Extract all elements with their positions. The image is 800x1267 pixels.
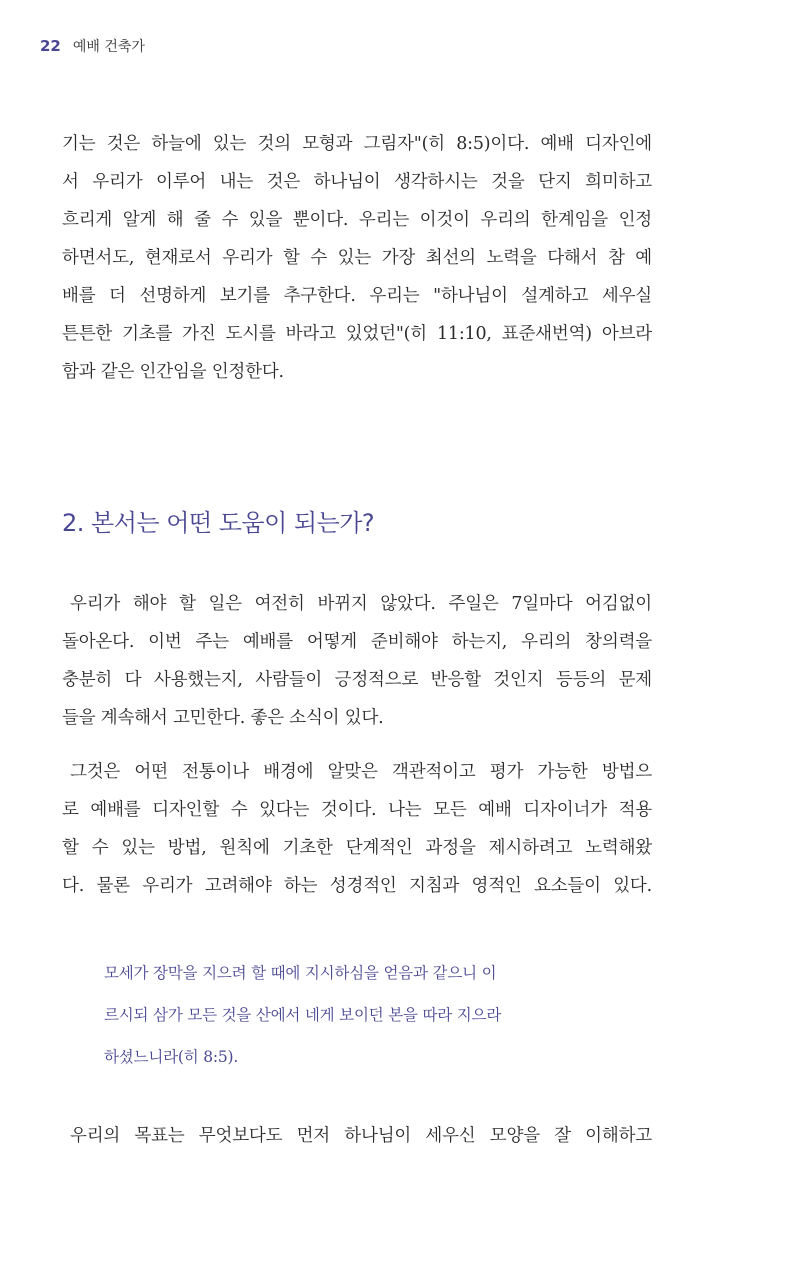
text-line: 하면서도, 현재로서 우리가 할 수 있는 가장 최선의 노력을 다해서 참 예 (62, 248, 652, 268)
body-paragraph-2 (62, 585, 652, 737)
text-line: 우리의 목표는 무엇보다도 먼저 하나님이 세우신 모양을 잘 이해하고 (70, 1126, 652, 1146)
section-heading: 2. 본서는 어떤 도움이 되는가? (62, 509, 375, 537)
quote-line: 모세가 장막을 지으려 할 때에 지시하심을 얻음과 같으니 이 (104, 964, 497, 982)
text-line: 돌아온다. 이번 주는 예배를 어떻게 준비해야 하는지, 우리의 창의력을 (62, 632, 652, 652)
body-paragraph-1 (62, 125, 652, 391)
text-line: 서 우리가 이루어 내는 것은 하나님이 생각하시는 것을 단지 희미하고 (62, 172, 652, 192)
text-line: 그것은 어떤 전통이나 배경에 알맞은 객관적이고 평가 가능한 방법으 (70, 762, 652, 782)
scripture-quote (104, 952, 604, 1078)
quote-line: 하셨느니라(히 8:5). (104, 1048, 239, 1066)
text-line: 충분히 다 사용했는지, 사람들이 긍정적으로 반응할 것인지 등등의 문제 (62, 670, 652, 690)
body-paragraph-4 (62, 1117, 652, 1155)
body-paragraph-3 (62, 753, 652, 905)
text-line: 로 예배를 디자인할 수 있다는 것이다. 나는 모든 예배 디자이너가 적용 (62, 800, 652, 820)
text-line: 들을 계속해서 고민한다. 좋은 소식이 있다. (62, 708, 384, 728)
quote-line: 르시되 삼가 모든 것을 산에서 네게 보이던 본을 따라 지으라 (104, 1006, 502, 1024)
page-number: 22 (40, 37, 61, 55)
text-line: 우리가 해야 할 일은 여전히 바뀌지 않았다. 주일은 7일마다 어김없이 (70, 594, 652, 614)
text-line: 다. 물론 우리가 고려해야 하는 성경적인 지침과 영적인 요소들이 있다. (62, 876, 652, 896)
text-line: 튼튼한 기초를 가진 도시를 바라고 있었던"(히 11:10, 표준새번역) 아브라 (62, 324, 652, 344)
text-line: 흐리게 알게 해 줄 수 있을 뿐이다. 우리는 이것이 우리의 한계임을 인정 (62, 210, 652, 230)
text-line: 배를 더 선명하게 보기를 추구한다. 우리는 "하나님이 설계하고 세우실 (62, 286, 652, 306)
text-line: 기는 것은 하늘에 있는 것의 모형과 그림자"(히 8:5)이다. 예배 디자인에 (62, 134, 652, 154)
text-line: 함과 같은 인간임을 인정한다. (62, 362, 284, 382)
book-title: 예배 건축가 (72, 39, 145, 55)
page-header (40, 36, 145, 60)
text-line: 할 수 있는 방법, 원칙에 기초한 단계적인 과정을 제시하려고 노력해왔 (62, 838, 652, 858)
